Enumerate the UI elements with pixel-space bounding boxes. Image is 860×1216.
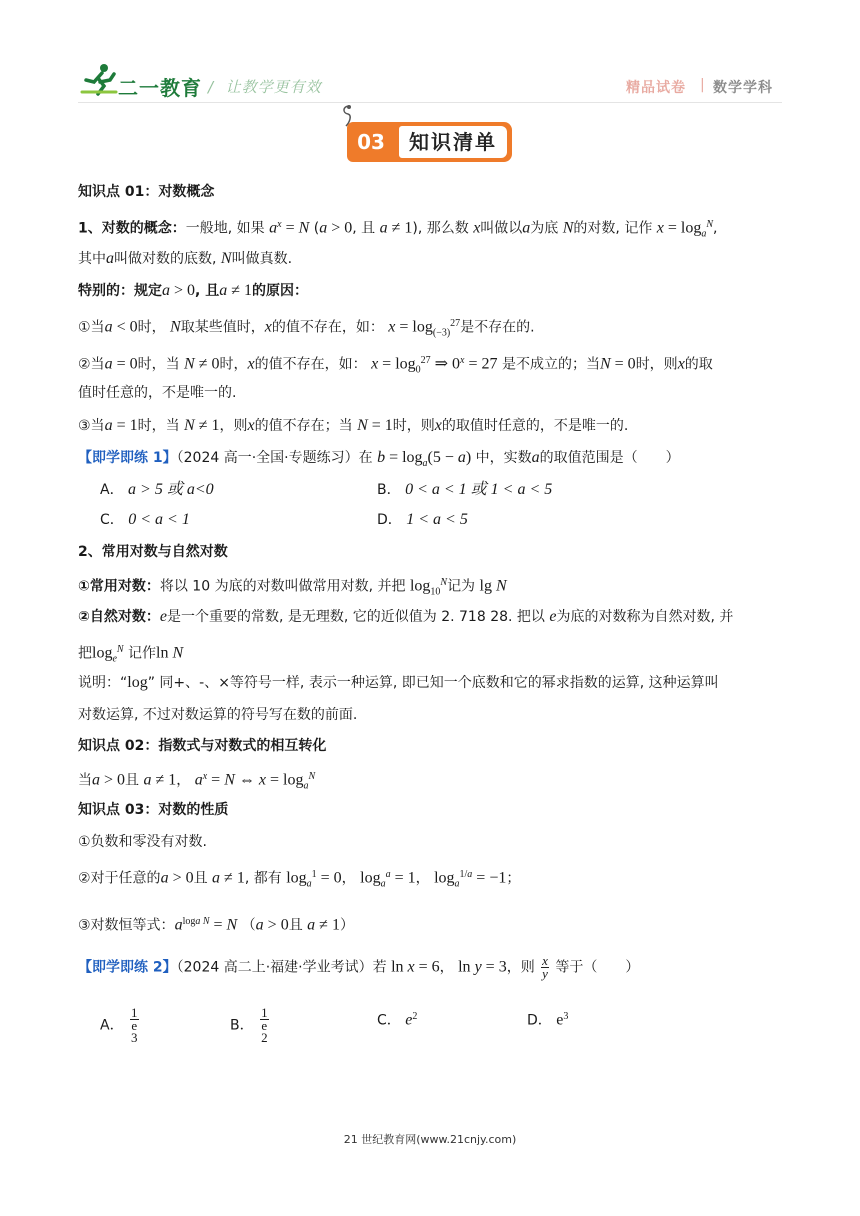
k01-case3: ③当a = 1时，当 N ≠ 1，则x的值不存在；当 N = 1时，则x的取值时任意的，不是唯一的. bbox=[78, 417, 629, 434]
section-badge bbox=[347, 122, 512, 162]
ex1-option-a[interactable]: A． a > 5 或 a<0 bbox=[100, 481, 214, 498]
common-log-heading: 2、常用对数与自然对数 bbox=[78, 544, 228, 560]
ex2-option-d[interactable]: D． $e^3$ bbox=[527, 1011, 569, 1029]
slogan bbox=[208, 76, 322, 97]
premium-label: 精品试卷 bbox=[626, 80, 686, 96]
ex2-option-b[interactable]: B． 1 e 2 bbox=[230, 1005, 268, 1045]
runner-logo-icon bbox=[80, 62, 120, 98]
k03-p2: ②对于任意的a > 0且 a ≠ 1, 都有 $\log_a^1 = 0$， $\log_a^a = 1$， $\log_a^{1/a} = -1$； bbox=[78, 869, 521, 890]
exercise-1: 【即学即练 1】（2024 高一·全国·专题练习）在 $b = \log_a(5 - a)$ 中，实数a的取值范围是（ ） bbox=[78, 449, 680, 469]
k03-p1: ①负数和零没有对数. bbox=[78, 834, 208, 850]
common-log-def: ①常用对数：将以 10 为底的对数叫做常用对数, 并把 $\log_{10}^N$记为 lg N bbox=[78, 577, 507, 598]
k02-heading: 知识点 02：指数式与对数式的相互转化 bbox=[78, 738, 327, 754]
k01-case1: ①当a < 0时， N取某些值时，x的值不存在，如： $x = \log_{(-3)}^{27}$是不存在的. bbox=[78, 318, 535, 339]
slogan-slash: / bbox=[208, 78, 215, 96]
slogan-text: 让教学更有效 bbox=[225, 78, 322, 96]
natural-log-def: ②自然对数：e是一个重要的常数, 是无理数, 它的近似值为 2. 718 28. 把以 e为底的对数称为自然对数, 并 bbox=[78, 608, 734, 625]
k03-heading: 知识点 03：对数的性质 bbox=[78, 802, 229, 818]
k01-special: 特别的：规定a > 0, 且a ≠ 1的原因： bbox=[78, 282, 309, 299]
subject-label: 数学学科 bbox=[713, 80, 773, 96]
ex1-option-b[interactable]: B． 0 < a < 1 或 1 < a < 5 bbox=[377, 481, 553, 498]
header-rule bbox=[78, 102, 782, 103]
k01-p2: 其中a叫做对数的底数, N叫做真数. bbox=[78, 250, 293, 267]
natural-log-def-cont: 把$\log_e^N$ 记作ln N bbox=[78, 644, 184, 665]
k03-p3: ③对数恒等式：$a^{loga N} = N$ （a > 0且 a ≠ 1） bbox=[78, 916, 354, 934]
exercise-2: 【即学即练 2】（2024 高二上·福建·学业考试）若 ln x = 6， ln y = 3，则 $\frac{x}{y}$ 等于（ ） bbox=[78, 953, 640, 981]
k01-p1: 1、对数的概念：一般地, 如果 $a^x = N$ (a > 0, 且 a ≠ 1), 那么数 x叫做以a为底 N的对数, 记作 $x = \log_a^N$, bbox=[78, 219, 718, 240]
badge-title-frame bbox=[395, 122, 512, 162]
log-note-cont: 对数运算, 不过对数运算的符号写在数的前面. bbox=[78, 707, 358, 723]
badge-number: 03 bbox=[347, 122, 395, 162]
k01-case2: ②当a = 0时，当 N ≠ 0时，x的值不存在，如： $x = \log_0^{27}$ ⇒ $0^x = 27$ 是不成立的；当N = 0时，则x的取 bbox=[78, 355, 713, 376]
k01-heading: 知识点 01：对数概念 bbox=[78, 184, 215, 200]
ex2-option-c[interactable]: C． $e^2$ bbox=[377, 1011, 418, 1029]
logo-text: 二一教育 bbox=[118, 76, 202, 100]
ex1-option-d[interactable]: D． 1 < a < 5 bbox=[377, 511, 468, 528]
page-footer: 21 世纪教育网(www.21cnjy.com) bbox=[343, 1133, 517, 1146]
header-separator: | bbox=[700, 77, 705, 93]
k01-case2-cont: 值时任意的，不是唯一的. bbox=[78, 385, 237, 401]
k02-conversion: 当a > 0且 a ≠ 1， $a^x = N$ ⇔ $x = \log_a^N$ bbox=[78, 771, 316, 792]
ex1-option-c[interactable]: C． 0 < a < 1 bbox=[100, 511, 190, 528]
ex2-option-a[interactable]: A． 1 e 3 bbox=[100, 1005, 138, 1045]
badge-title: 知识清单 bbox=[399, 126, 507, 158]
page-header bbox=[0, 0, 860, 110]
log-note: 说明：“log” 同+、-、×等符号一样, 表示一种运算, 即已知一个底数和它的幂求指数的运算, 这种运算叫 bbox=[78, 674, 719, 691]
